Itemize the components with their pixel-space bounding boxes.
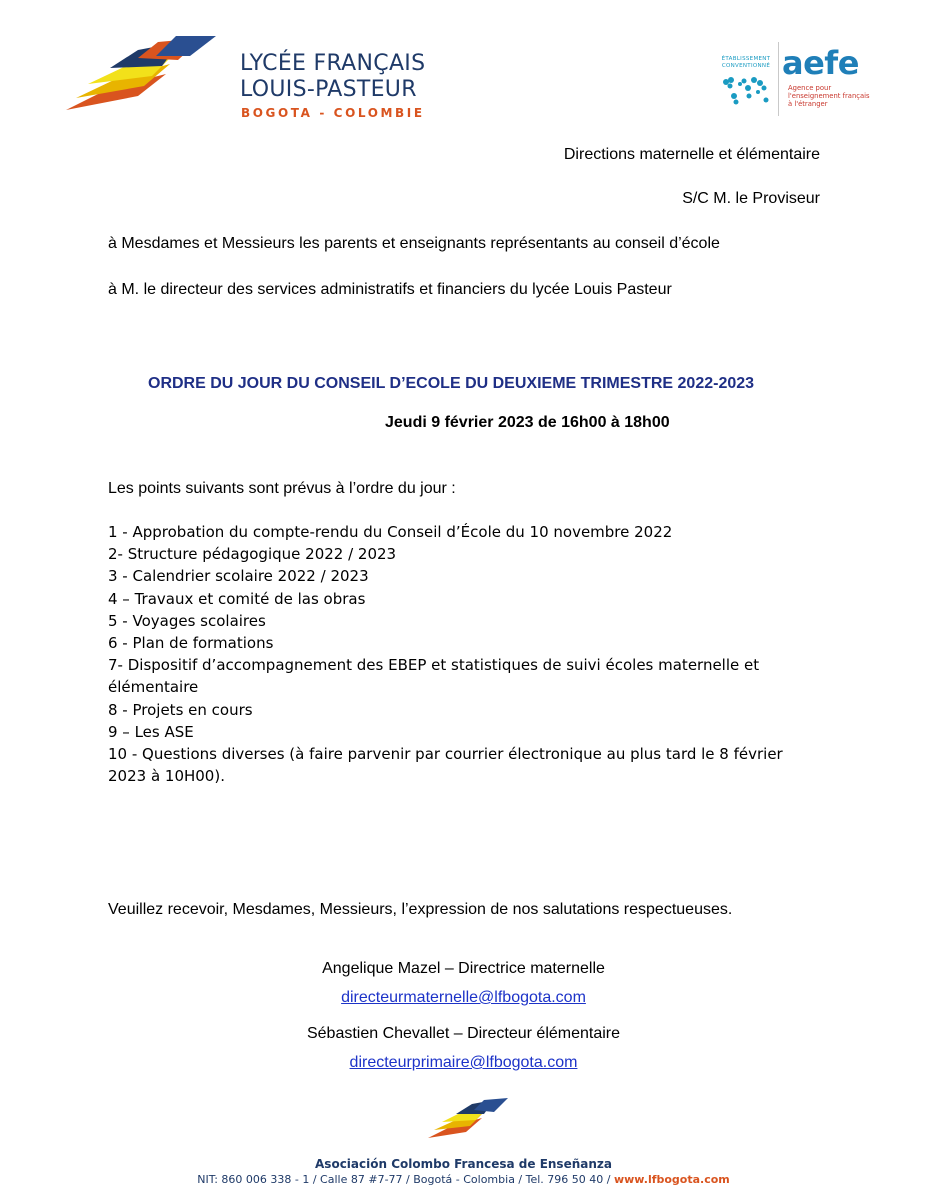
school-city: BOGOTA - COLOMBIE	[241, 106, 425, 120]
aefe-wordmark: aefe	[782, 44, 859, 82]
meeting-date: Jeudi 9 février 2023 de 16h00 à 18h00	[385, 414, 670, 431]
agenda-list	[108, 521, 798, 787]
agenda-item: 2- Structure pédagogique 2022 / 2023	[108, 545, 397, 564]
aefe-tagline-line1: Agence pour	[788, 84, 832, 92]
agenda-item: 10 - Questions diverses (à faire parvenir par courrier électronique au plus tard le 8 février	[108, 745, 783, 764]
sender-line2: S/C M. le Proviseur	[682, 190, 820, 207]
signatory-maternelle: Angelique Mazel – Directrice maternelle	[322, 960, 605, 977]
agenda-item: 4 – Travaux et comité de las obras	[108, 589, 366, 608]
sender-line1: Directions maternelle et élémentaire	[563, 146, 820, 163]
aefe-tagline-line2: l'enseignement français	[788, 92, 870, 100]
aefe-logo	[716, 42, 876, 122]
book-logo-icon	[66, 34, 226, 116]
email-link-elementaire[interactable]: directeurprimaire@lfbogota.com	[349, 1054, 578, 1071]
recipient-line1: à Mesdames et Messieurs les parents et enseignants représentants au conseil d’école	[108, 235, 720, 252]
world-map-icon	[718, 72, 774, 112]
signatory-elementaire: Sébastien Chevallet – Directeur élémentaire	[306, 1025, 621, 1042]
school-name-line2: LOUIS-PASTEUR	[240, 77, 417, 102]
agenda-item: 2023 à 10H00).	[108, 767, 225, 786]
closing-salutation: Veuillez recevoir, Mesdames, Messieurs, l’expression de nos salutations respectueuses.	[108, 901, 733, 918]
agenda-item: 5 - Voyages scolaires	[108, 611, 266, 630]
school-name-line1: LYCÉE FRANÇAIS	[240, 51, 426, 76]
agenda-item: 1 - Approbation du compte-rendu du Conseil d’École du 10 novembre 2022	[108, 523, 673, 541]
aefe-tagline-line3: à l'étranger	[788, 100, 828, 108]
aefe-divider	[778, 42, 779, 116]
agenda-item: 9 – Les ASE	[108, 722, 194, 741]
footer-contact: NIT: 860 006 338 - 1 / Calle 87 #7-77 / Bogotá - Colombia / Tel. 796 50 40 /	[197, 1173, 614, 1186]
email-link-maternelle[interactable]: directeurmaternelle@lfbogota.com	[341, 989, 586, 1006]
footer-contact-line	[0, 1173, 927, 1186]
agenda-item: 7- Dispositif d’accompagnement des EBEP et statistiques de suivi écoles maternelle et	[108, 656, 760, 675]
agenda-item: 6 - Plan de formations	[108, 634, 274, 653]
document-title: ORDRE DU JOUR DU CONSEIL D’ECOLE DU DEUXIEME TRIMESTRE 2022-2023	[148, 375, 755, 392]
agenda-item: élémentaire	[108, 678, 199, 697]
footer-website-link[interactable]: www.lfbogota.com	[613, 1173, 730, 1186]
recipient-line2: à M. le directeur des services administratifs et financiers du lycée Louis Pasteur	[108, 281, 672, 298]
footer-book-logo-icon	[428, 1098, 512, 1142]
aefe-etablissement-line2: CONVENTIONNÉ	[721, 63, 771, 69]
agenda-item: 8 - Projets en cours	[108, 700, 253, 719]
agenda-intro: Les points suivants sont prévus à l’ordre du jour :	[108, 480, 456, 497]
aefe-etablissement-line1: ÉTABLISSEMENT	[721, 56, 771, 62]
footer-association: Asociación Colombo Francesa de Enseñanza	[315, 1157, 612, 1171]
agenda-item: 3 - Calendrier scolaire 2022 / 2023	[108, 567, 369, 586]
